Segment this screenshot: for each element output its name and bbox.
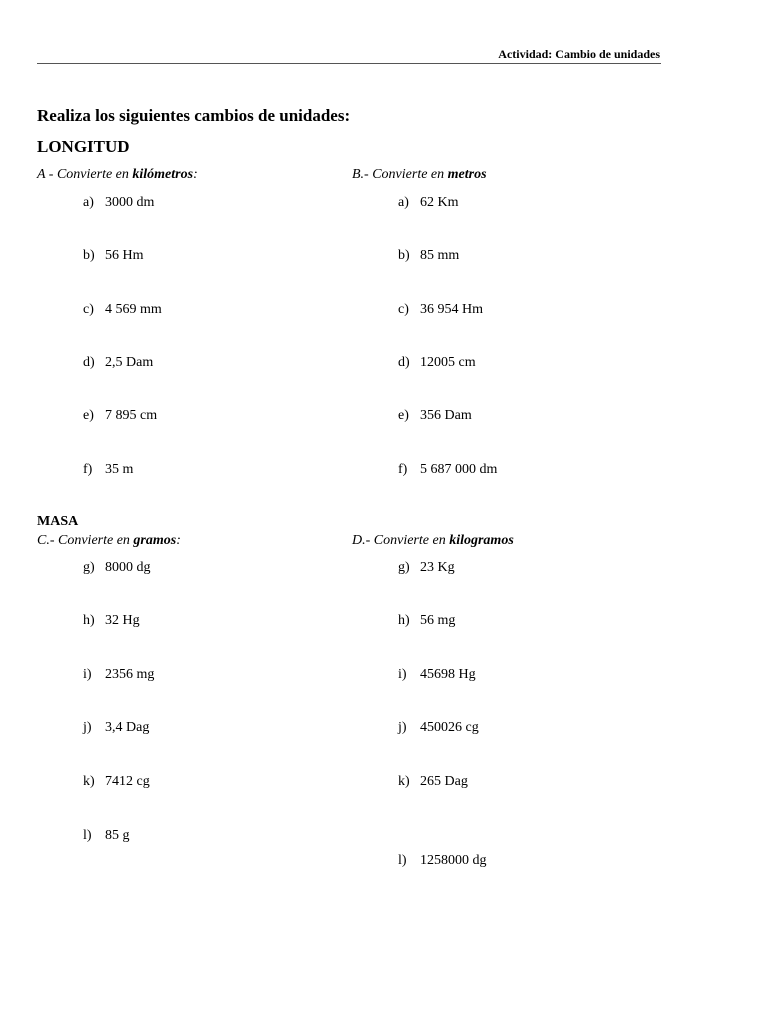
subheading-c-prefix: C.- Convierte en (37, 533, 134, 548)
subheading-b-unit: metros (447, 167, 487, 182)
subheading-c-unit: gramos (133, 533, 177, 548)
exercise-item (83, 195, 154, 211)
exercise-item (83, 613, 140, 629)
exercise-value: 450026 cg (420, 720, 479, 735)
section-title-masa: MASA (37, 514, 79, 529)
exercise-item (83, 462, 133, 478)
exercise-item (398, 195, 459, 211)
exercise-value: 35 m (105, 462, 134, 477)
exercise-label: l) (83, 828, 92, 843)
exercise-value: 62 Km (420, 195, 459, 210)
exercise-value: 12005 cm (420, 355, 476, 370)
exercise-label: h) (83, 613, 95, 628)
exercise-label: e) (83, 408, 94, 423)
exercise-value: 4 569 mm (105, 302, 162, 317)
subheading-b (352, 167, 487, 183)
exercise-value: 45698 Hg (420, 667, 476, 682)
exercise-item (398, 408, 472, 424)
exercise-value: 2356 mg (105, 667, 155, 682)
exercise-label: f) (398, 462, 408, 477)
exercise-item (83, 774, 150, 790)
header-title: Actividad: Cambio de unidades (498, 47, 660, 61)
exercise-label: i) (398, 667, 407, 682)
subheading-a-prefix: A - Convierte en (37, 167, 133, 182)
exercise-value: 3000 dm (105, 195, 155, 210)
exercise-value: 265 Dag (420, 774, 468, 789)
exercise-item (83, 667, 154, 683)
exercise-value: 2,5 Dam (105, 355, 154, 370)
exercise-label: a) (83, 195, 94, 210)
header-divider (37, 63, 661, 64)
exercise-item (398, 720, 479, 736)
exercise-label: c) (83, 302, 94, 317)
exercise-value: 8000 dg (105, 560, 151, 575)
exercise-item (83, 408, 157, 424)
subheading-c (37, 533, 181, 549)
subheading-d-prefix: D.- Convierte en (352, 533, 450, 548)
exercise-value: 85 g (105, 828, 130, 843)
exercise-item (83, 720, 149, 736)
subheading-a (37, 167, 198, 183)
exercise-label: j) (83, 720, 92, 735)
exercise-item (398, 853, 487, 869)
exercise-label: l) (398, 853, 407, 868)
exercise-label: a) (398, 195, 409, 210)
exercise-label: d) (398, 355, 410, 370)
exercise-label: j) (398, 720, 407, 735)
exercise-item (398, 774, 468, 790)
exercise-label: f) (83, 462, 93, 477)
exercise-label: k) (83, 774, 95, 789)
exercise-item (398, 462, 497, 478)
exercise-value: 5 687 000 dm (420, 462, 498, 477)
exercise-label: g) (398, 560, 410, 575)
exercise-item (83, 355, 153, 371)
subheading-a-suffix: : (193, 167, 198, 182)
exercise-value: 356 Dam (420, 408, 472, 423)
exercise-value: 3,4 Dag (105, 720, 150, 735)
exercise-item (83, 302, 162, 318)
exercise-value: 23 Kg (420, 560, 455, 575)
exercise-label: b) (398, 248, 410, 263)
exercise-item (398, 302, 483, 318)
subheading-d (352, 533, 514, 549)
exercise-label: k) (398, 774, 410, 789)
exercise-item (83, 560, 151, 576)
exercise-value: 1258000 dg (420, 853, 487, 868)
exercise-label: g) (83, 560, 95, 575)
subheading-c-suffix: : (176, 533, 181, 548)
section-title-longitud: LONGITUD (37, 137, 130, 156)
exercise-label: i) (83, 667, 92, 682)
exercise-item (398, 248, 459, 264)
subheading-a-unit: kilómetros (132, 167, 194, 182)
exercise-item (83, 248, 144, 264)
exercise-value: 85 mm (420, 248, 460, 263)
exercise-value: 36 954 Hm (420, 302, 483, 317)
exercise-value: 7412 cg (105, 774, 150, 789)
exercise-item (398, 355, 476, 371)
exercise-item (398, 613, 455, 629)
exercise-item (398, 560, 455, 576)
exercise-label: b) (83, 248, 95, 263)
subheading-d-unit: kilogramos (449, 533, 514, 548)
exercise-label: c) (398, 302, 409, 317)
exercise-label: h) (398, 613, 410, 628)
instruction-heading: Realiza los siguientes cambios de unidades: (37, 106, 351, 125)
exercise-value: 56 mg (420, 613, 456, 628)
exercise-item (83, 828, 130, 844)
subheading-b-prefix: B.- Convierte en (352, 167, 448, 182)
exercise-value: 56 Hm (105, 248, 144, 263)
exercise-item (398, 667, 476, 683)
exercise-label: e) (398, 408, 409, 423)
exercise-value: 32 Hg (105, 613, 140, 628)
exercise-label: d) (83, 355, 95, 370)
exercise-value: 7 895 cm (105, 408, 158, 423)
